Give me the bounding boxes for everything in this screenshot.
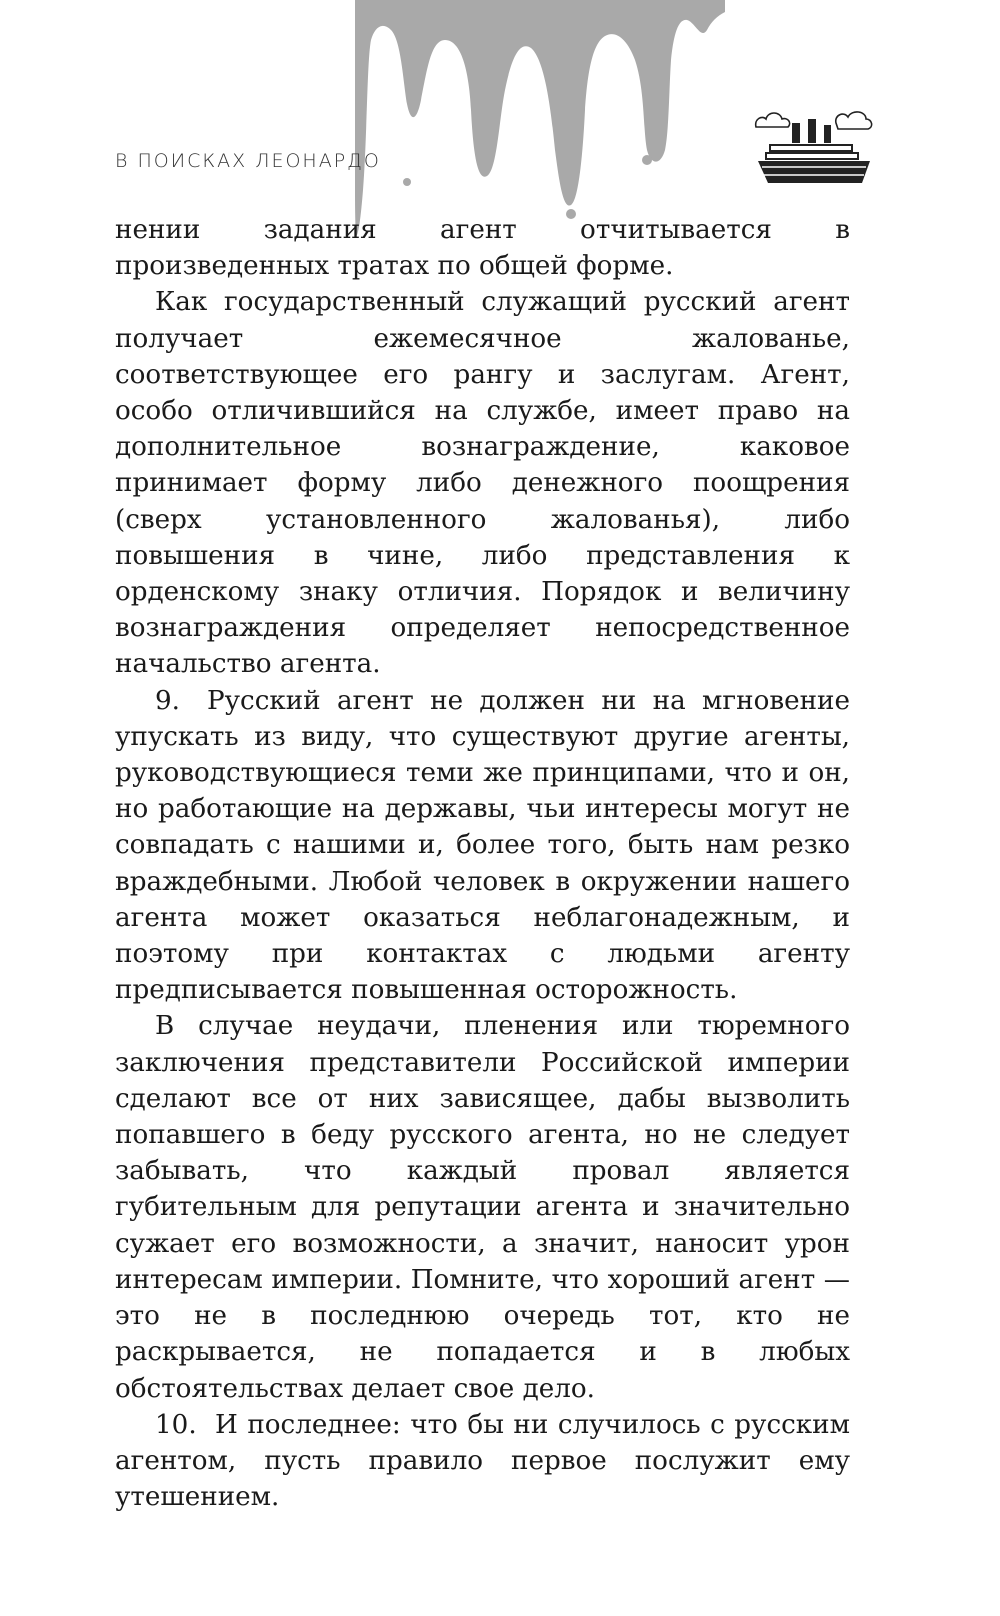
drip-droplet (403, 178, 411, 186)
drip-droplet (642, 155, 652, 165)
running-header: В ПОИСКАХ ЛЕОНАРДО (115, 150, 381, 172)
paragraph: нении задания агент отчитывается в произведенных тратах по общей форме. (115, 215, 850, 282)
steamship-icon (752, 105, 874, 193)
paragraph-number: 9. (155, 685, 180, 716)
paragraph-numbered: 10. И последнее: что бы ни случилось с русским агентом, пусть правило первое послужит ему утешением. (115, 1407, 850, 1516)
paragraph: В случае неудачи, пленения или тюремного заключения представители Российской империи сделают все от них зависящее, дабы вызволить попавшего в беду русского агента, но не следует забывать, что каждый провал является губительным для репутации агента и значительно сужает его возможности, а значит, наносит урон интересам империи. Помните, что хороший агент — это не в последнюю очередь тот, кто не раскрывается, не попадается и в любых обстоятельствах делает свое дело. (115, 1011, 850, 1404)
drip-shape (355, 0, 725, 235)
paint-drip-decoration (355, 0, 725, 240)
paragraph-numbered: 9. Русский агент не должен ни на мгновение упускать из виду, что существуют другие агенты, руководствующиеся теми же принципами, что и он, но работающие на державы, чьи интересы могут не совпадать с нашими и, более того, быть нам резко враждебными. Любой человек в окружении нашего агента может оказаться неблагонадежным, и поэтому при контактах с людьми агенту предписывается повышенная осторожность. (115, 683, 850, 1009)
paragraph-number: 10. (155, 1409, 197, 1440)
body-text (115, 212, 850, 1515)
paragraph: Как государственный служащий русский агент получает ежемесячное жалованье, соответствующее его рангу и заслугам. Агент, особо отличившийся на службе, имеет право на дополнительное вознаграждение, каковое принимает форму либо денежного поощрения (сверх установленного жалованья), либо повышения в чине, либо представления к орденскому знаку отличия. Порядок и величину вознаграждения определяет непосредственное начальство агента. (115, 287, 850, 680)
